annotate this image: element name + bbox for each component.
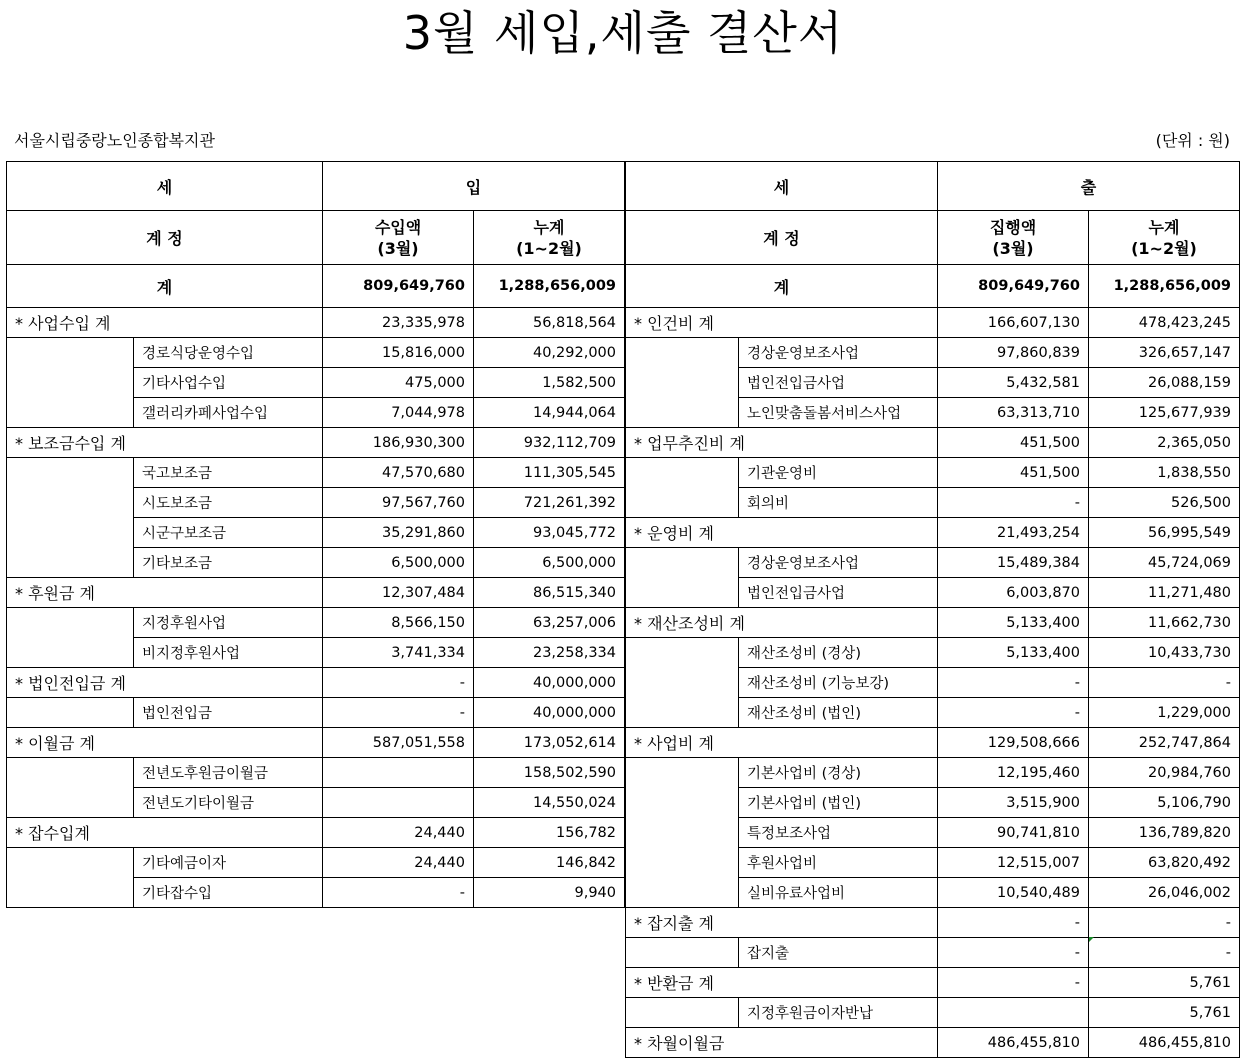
expense-item-label: 기본사업비 (경상) [739,758,938,788]
income-item-month: 24,440 [323,848,474,878]
income-group-spacer [7,698,134,728]
expense-group-month: 166,607,130 [938,308,1089,338]
expense-group-spacer [626,338,739,428]
income-item-cumulative: 111,305,545 [474,458,625,488]
expense-item-label: 회의비 [739,488,938,518]
income-group-row [7,428,625,458]
expense-item-label: 후원사업비 [739,848,938,878]
expense-total-label: 계 [626,265,938,308]
expense-group-spacer [626,758,739,908]
expense-col-account: 계 정 [626,211,938,265]
income-total-month: 809,649,760 [323,265,474,308]
expense-group-label: * 반환금 계 [626,968,938,998]
income-item-cumulative: 146,842 [474,848,625,878]
expense-item-month: - [938,668,1089,698]
expense-item-label: 실비유료사업비 [739,878,938,908]
expense-item-month: 451,500 [938,458,1089,488]
expense-item-month: 97,860,839 [938,338,1089,368]
income-item-month: 8,566,150 [323,608,474,638]
income-item-month: 3,741,334 [323,638,474,668]
income-group-spacer [7,338,134,428]
income-item-month [323,758,474,788]
income-item-label: 지정후원사업 [134,608,323,638]
expense-group-label: * 업무추진비 계 [626,428,938,458]
income-item-label: 시군구보조금 [134,518,323,548]
expense-group-month: 21,493,254 [938,518,1089,548]
expense-group-row [626,428,1240,458]
expense-item-label: 재산조성비 (기능보강) [739,668,938,698]
income-item-label: 기타예금이자 [134,848,323,878]
expense-item-row [626,758,1240,788]
expense-group-label: * 인건비 계 [626,308,938,338]
expense-item-month: 6,003,870 [938,578,1089,608]
income-item-label: 갤러리카페사업수입 [134,398,323,428]
expense-item-cumulative: 5,106,790 [1089,788,1240,818]
income-item-cumulative: 14,550,024 [474,788,625,818]
expense-total-cumulative: 1,288,656,009 [1089,265,1240,308]
expense-item-cumulative: - [1089,938,1240,968]
income-item-cumulative: 40,292,000 [474,338,625,368]
expense-col-month: 집행액 (3월) [938,211,1089,265]
expense-group-row [626,1028,1240,1058]
expense-item-month: 10,540,489 [938,878,1089,908]
income-item-cumulative: 40,000,000 [474,698,625,728]
expense-group-row [626,518,1240,548]
expense-item-row [626,338,1240,368]
income-item-label: 전년도기타이월금 [134,788,323,818]
expense-item-month [938,998,1089,1028]
expense-item-label: 기관운영비 [739,458,938,488]
expense-item-label: 노인맞춤돌봄서비스사업 [739,398,938,428]
expense-group-spacer [626,938,739,968]
expense-item-row [626,548,1240,578]
income-group-month: 12,307,484 [323,578,474,608]
expense-item-month: 3,515,900 [938,788,1089,818]
income-group-label: * 법인전입금 계 [7,668,323,698]
expense-item-month: 5,432,581 [938,368,1089,398]
income-item-cumulative: 6,500,000 [474,548,625,578]
income-group-label: * 후원금 계 [7,578,323,608]
income-item-month: 35,291,860 [323,518,474,548]
expense-group-label: * 차월이월금 [626,1028,938,1058]
income-item-cumulative: 1,582,500 [474,368,625,398]
organization-name: 서울시립중랑노인종합복지관 [14,131,215,150]
expense-item-cumulative: 1,838,550 [1089,458,1240,488]
expense-item-month: 5,133,400 [938,638,1089,668]
expense-item-cumulative: 26,088,159 [1089,368,1240,398]
expense-header-left: 세 [626,162,938,211]
expense-item-month: - [938,698,1089,728]
income-group-row [7,668,625,698]
expense-group-row [626,728,1240,758]
expense-table [625,161,1240,1058]
income-item-month: 475,000 [323,368,474,398]
expense-group-spacer [626,638,739,728]
expense-item-cumulative: 1,229,000 [1089,698,1240,728]
expense-item-month: - [938,938,1089,968]
income-item-row [7,458,625,488]
expense-group-cumulative: 56,995,549 [1089,518,1240,548]
expense-item-row [626,458,1240,488]
income-table [6,161,625,908]
expense-item-month: 15,489,384 [938,548,1089,578]
expense-item-month: 63,313,710 [938,398,1089,428]
expense-group-month: 129,508,666 [938,728,1089,758]
income-group-month: 186,930,300 [323,428,474,458]
expense-item-label: 재산조성비 (법인) [739,698,938,728]
income-item-month: 47,570,680 [323,458,474,488]
income-item-month: 6,500,000 [323,548,474,578]
expense-group-label: * 운영비 계 [626,518,938,548]
income-header-right: 입 [323,162,625,211]
income-col-cumulative: 누계 (1~2월) [474,211,625,265]
expense-item-row [626,998,1240,1028]
income-col-month: 수입액 (3월) [323,211,474,265]
expense-item-row [626,638,1240,668]
expense-item-label: 경상운영보조사업 [739,548,938,578]
expense-item-cumulative: 11,271,480 [1089,578,1240,608]
income-item-label: 기타사업수입 [134,368,323,398]
expense-group-cumulative: 2,365,050 [1089,428,1240,458]
income-item-cumulative: 158,502,590 [474,758,625,788]
income-item-month: 97,567,760 [323,488,474,518]
income-item-cumulative: 9,940 [474,878,625,908]
income-total-label: 계 [7,265,323,308]
income-item-label: 국고보조금 [134,458,323,488]
income-item-label: 기타보조금 [134,548,323,578]
expense-item-month: - [938,488,1089,518]
income-item-cumulative: 721,261,392 [474,488,625,518]
expense-group-month: - [938,908,1089,938]
income-item-label: 기타잡수입 [134,878,323,908]
expense-group-month: - [938,968,1089,998]
income-group-spacer [7,608,134,668]
income-group-month: - [323,668,474,698]
income-group-month: 23,335,978 [323,308,474,338]
expense-group-cumulative: 5,761 [1089,968,1240,998]
income-col-account: 계 정 [7,211,323,265]
expense-item-cumulative: 20,984,760 [1089,758,1240,788]
income-item-month: - [323,878,474,908]
expense-item-cumulative: 5,761 [1089,998,1240,1028]
income-group-label: * 사업수입 계 [7,308,323,338]
expense-group-cumulative: 252,747,864 [1089,728,1240,758]
expense-item-cumulative: 45,724,069 [1089,548,1240,578]
income-item-row [7,608,625,638]
income-group-spacer [7,758,134,818]
expense-item-month: 90,741,810 [938,818,1089,848]
expense-group-cumulative: 486,455,810 [1089,1028,1240,1058]
expense-item-label: 기본사업비 (법인) [739,788,938,818]
expense-item-label: 지정후원금이자반납 [739,998,938,1028]
income-group-row [7,818,625,848]
income-group-cumulative: 932,112,709 [474,428,625,458]
expense-item-row [626,938,1240,968]
income-item-month [323,788,474,818]
expense-item-label: 잡지출 [739,938,938,968]
income-group-cumulative: 40,000,000 [474,668,625,698]
expense-group-cumulative: 478,423,245 [1089,308,1240,338]
income-group-cumulative: 173,052,614 [474,728,625,758]
expense-item-cumulative: 10,433,730 [1089,638,1240,668]
income-header-left: 세 [7,162,323,211]
expense-group-spacer [626,458,739,518]
expense-item-label: 경상운영보조사업 [739,338,938,368]
income-group-row [7,578,625,608]
expense-item-cumulative: - [1089,668,1240,698]
income-item-label: 비지정후원사업 [134,638,323,668]
income-item-row [7,698,625,728]
expense-item-cumulative: 125,677,939 [1089,398,1240,428]
expense-group-row [626,908,1240,938]
income-group-label: * 잡수입계 [7,818,323,848]
income-total-cumulative: 1,288,656,009 [474,265,625,308]
cell-corner-marker [1089,937,1094,942]
expense-group-row [626,308,1240,338]
expense-item-label: 법인전입금사업 [739,368,938,398]
expense-group-month: 5,133,400 [938,608,1089,638]
page-title: 3월 세입,세출 결산서 [402,6,844,60]
income-item-label: 시도보조금 [134,488,323,518]
expense-item-cumulative: 63,820,492 [1089,848,1240,878]
income-item-month: 7,044,978 [323,398,474,428]
expense-group-row [626,968,1240,998]
expense-total-month: 809,649,760 [938,265,1089,308]
expense-group-month: 451,500 [938,428,1089,458]
income-group-row [7,308,625,338]
income-item-row [7,848,625,878]
expense-group-label: * 잡지출 계 [626,908,938,938]
income-item-label: 경로식당운영수입 [134,338,323,368]
expense-col-cumulative: 누계 (1~2월) [1089,211,1240,265]
expense-group-label: * 재산조성비 계 [626,608,938,638]
income-group-month: 24,440 [323,818,474,848]
income-item-row [7,338,625,368]
expense-group-cumulative: - [1089,908,1240,938]
expense-item-cumulative: 26,046,002 [1089,878,1240,908]
expense-group-cumulative: 11,662,730 [1089,608,1240,638]
expense-item-month: 12,515,007 [938,848,1089,878]
expense-item-cumulative: 326,657,147 [1089,338,1240,368]
income-group-row [7,728,625,758]
income-item-label: 법인전입금 [134,698,323,728]
income-group-spacer [7,458,134,578]
income-item-month: 15,816,000 [323,338,474,368]
income-item-label: 전년도후원금이월금 [134,758,323,788]
income-group-label: * 보조금수입 계 [7,428,323,458]
income-group-cumulative: 56,818,564 [474,308,625,338]
income-group-cumulative: 86,515,340 [474,578,625,608]
expense-item-month: 12,195,460 [938,758,1089,788]
expense-header-right: 출 [938,162,1240,211]
income-item-cumulative: 14,944,064 [474,398,625,428]
income-group-cumulative: 156,782 [474,818,625,848]
income-item-cumulative: 93,045,772 [474,518,625,548]
expense-item-label: 재산조성비 (경상) [739,638,938,668]
unit-label: (단위 : 원) [1155,131,1230,150]
income-item-month: - [323,698,474,728]
income-group-month: 587,051,558 [323,728,474,758]
expense-group-spacer [626,548,739,608]
income-item-cumulative: 63,257,006 [474,608,625,638]
expense-item-cumulative: 136,789,820 [1089,818,1240,848]
expense-group-spacer [626,998,739,1028]
expense-item-label: 특정보조사업 [739,818,938,848]
income-item-row [7,758,625,788]
income-item-cumulative: 23,258,334 [474,638,625,668]
income-group-label: * 이월금 계 [7,728,323,758]
expense-item-label: 법인전입금사업 [739,578,938,608]
expense-group-month: 486,455,810 [938,1028,1089,1058]
expense-group-row [626,608,1240,638]
expense-group-label: * 사업비 계 [626,728,938,758]
income-group-spacer [7,848,134,908]
expense-item-cumulative: 526,500 [1089,488,1240,518]
